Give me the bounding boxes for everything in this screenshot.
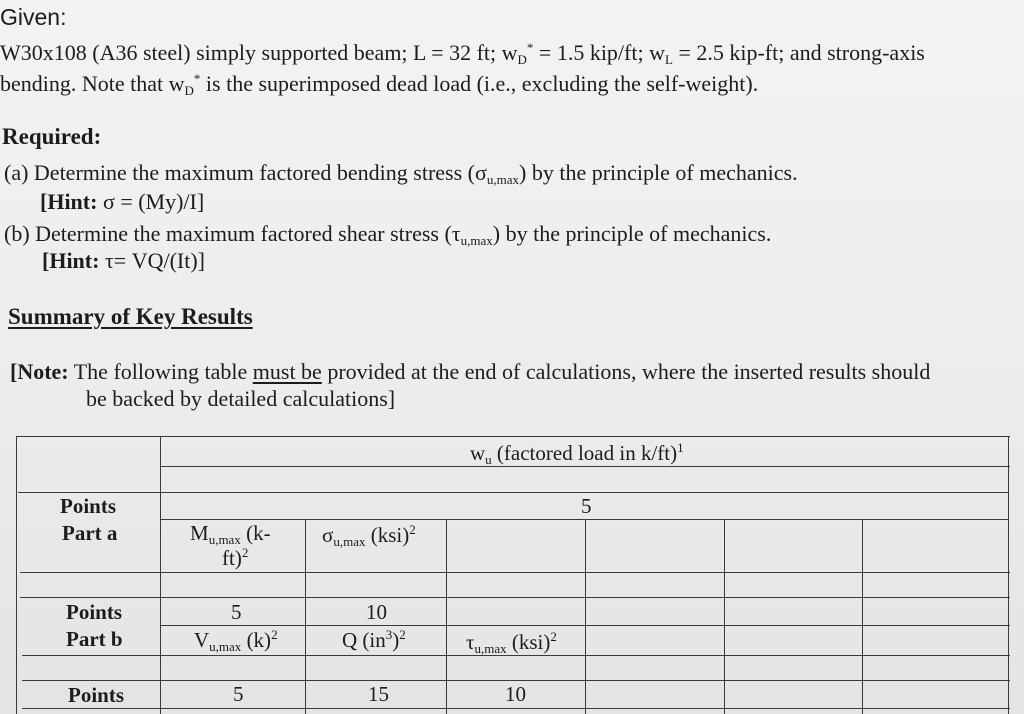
summary-heading: Summary of Key Results: [8, 304, 253, 329]
table-rule: [724, 519, 725, 714]
table-rule: [16, 436, 17, 714]
points-value: 10: [366, 600, 387, 624]
points-value: 5: [231, 600, 242, 624]
given-line-1: W30x108 (A36 steel) simply supported beam; L = 32 ft; $w_D^* = 1.5$ kip/ft; $w_L = 2.5$ kip-ft; and strong-axis: [0, 40, 925, 67]
points-value: 5: [581, 494, 592, 518]
table-rule: [862, 519, 863, 714]
part-b-label: Part b: [66, 627, 123, 651]
summary-note-line-2: be backed by detailed calculations]: [86, 386, 396, 411]
table-rule: [160, 436, 161, 714]
points-label: Points: [68, 683, 125, 707]
table-rule: [305, 519, 306, 714]
table-rule: [1008, 436, 1009, 714]
required-part-b: (b) Determine the maximum factored shear stress $(\tau_{u,max})$ by the principle of mechanics.: [4, 221, 772, 248]
tau-umax-header: $\tau_{u,max}$ (ksi)$^2$: [466, 629, 557, 656]
points-value: 5: [233, 682, 244, 706]
part-a-label: Part a: [62, 521, 118, 545]
table-header-load: $w_u$ (factored load in k/ft)$^1$: [470, 440, 684, 467]
sigma-umax-header: $\sigma_{u,max}$ (ksi)$^2$: [322, 522, 416, 549]
required-part-a: (a) Determine the maximum factored bending stress $(\sigma_{u,max})$ by the principle of mechanics.: [4, 160, 798, 187]
table-rule: [160, 519, 1008, 520]
points-value: 10: [505, 682, 526, 706]
v-umax-header: $V_{u,max}$ $(k)^2$: [194, 627, 278, 654]
required-heading: Required:: [2, 124, 102, 149]
hint-a: [Hint: σ = (My)/I]: [40, 189, 205, 214]
points-label: Points: [60, 494, 117, 518]
points-label: Points: [66, 600, 123, 624]
given-line-2: bending. Note that $w_D^*$ is the superimposed dead load (i.e., excluding the self-weight).: [0, 71, 759, 98]
summary-note-line-1: [Note: The following table must be provided at the end of calculations, where the inserted results should: [10, 359, 931, 384]
table-rule: [16, 436, 1010, 437]
m-umax-header: $M_{u,max}$ (k-: [190, 521, 271, 547]
hint-b: [Hint: τ= VQ/(It)]: [42, 248, 206, 273]
points-value: 15: [368, 682, 389, 706]
given-heading: Given:: [0, 4, 67, 30]
table-rule: [585, 519, 586, 714]
table-rule: [18, 492, 1008, 493]
q-header: Q $(in^3)^2$: [342, 627, 406, 652]
table-rule: [446, 519, 447, 714]
m-umax-header-cont: ft)$^2$: [222, 545, 249, 570]
